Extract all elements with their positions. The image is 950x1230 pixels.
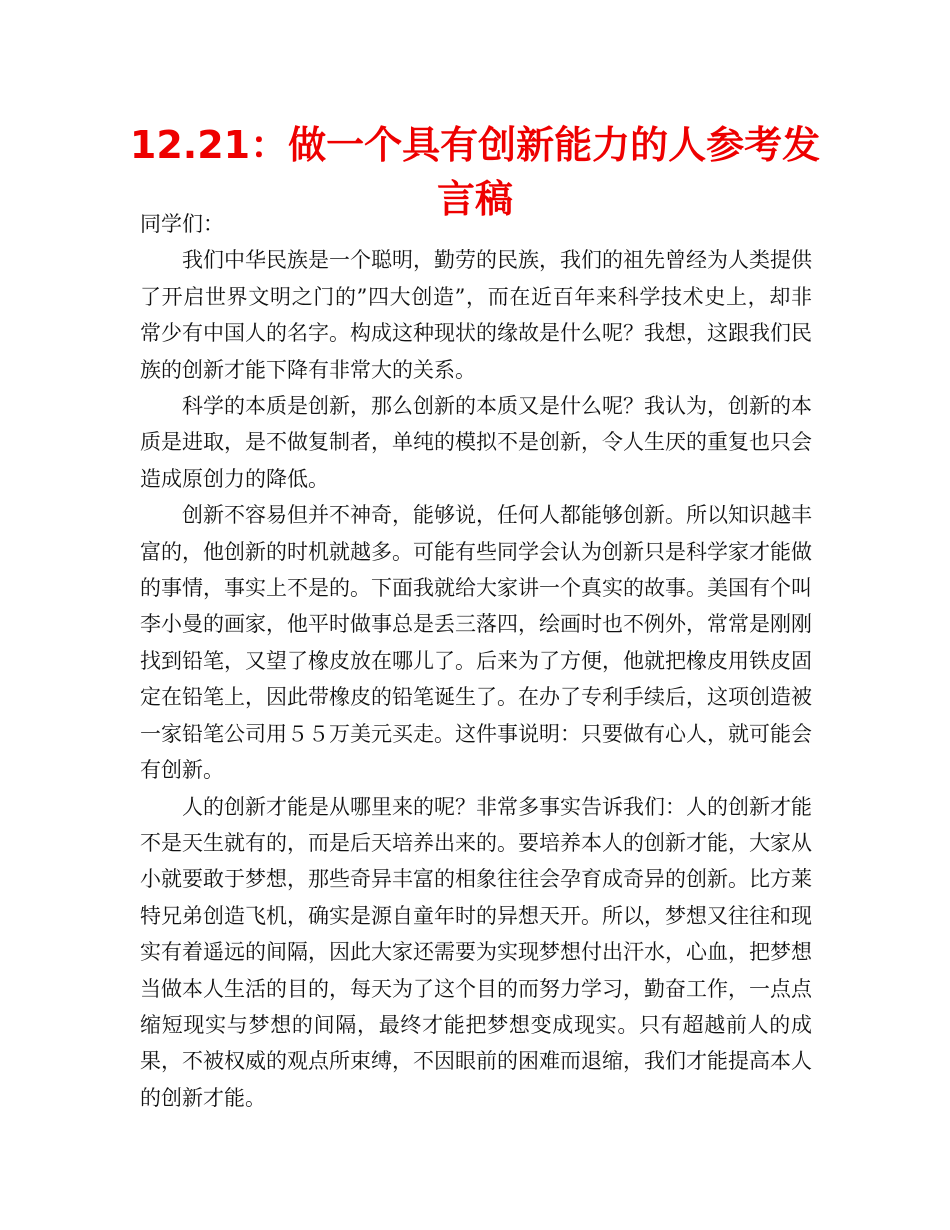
document-title: 12.21：做一个具有创新能力的人参考发言稿 [129,123,821,221]
document-body [140,206,812,1116]
salutation: 同学们： [140,212,224,236]
paragraph-3: 创新不容易但并不神奇，能够说，任何人都能够创新。所以知识越丰富的，他创新的时机就越多。可能有些同学会认为创新只是科学家才能做的事情，事实上不是的。下面我就给大家讲一个真实的故事。美国有个叫李小曼的画家，他平时做事总是丢三落四，绘画时也不例外，常常是刚刚找到铅笔，又望了橡皮放在哪儿了。后来为了方便，他就把橡皮用铁皮固定在铅笔上，因此带橡皮的铅笔诞生了。在办了专利手续后，这项创造被一家铅笔公司用５５万美元买走。这件事说明：只要做有心人，就可能会有创新。 [140,503,812,783]
paragraph-4: 人的创新才能是从哪里来的呢？非常多事实告诉我们：人的创新才能不是天生就有的，而是后天培养出来的。要培养本人的创新才能，大家从小就要敢于梦想，那些奇异丰富的相象往往会孕育成奇异的创新。比方莱特兄弟创造飞机，确实是源自童年时的异想天开。所以，梦想又往往和现实有着遥远的间隔，因此大家还需要为实现梦想付出汗水，心血，把梦想当做本人生活的目的，每天为了这个目的而努力学习，勤奋工作，一点点缩短现实与梦想的间隔，最终才能把梦想变成现实。只有超越前人的成果，不被权威的观点所束缚，不因眼前的困难而退缩，我们才能提高本人的创新才能。 [140,794,812,1110]
paragraph-1: 我们中华民族是一个聪明，勤劳的民族，我们的祖先曾经为人类提供了开启世界文明之门的”四大创造”，而在近百年来科学技术史上，却非常少有中国人的名字。构成这种现状的缘故是什么呢？我想，这跟我们民族的创新才能下降有非常大的关系。 [140,248,812,382]
paragraph-2: 科学的本质是创新，那么创新的本质又是什么呢？我认为，创新的本质是进取，是不做复制者，单纯的模拟不是创新，令人生厌的重复也只会造成原创力的降低。 [140,394,812,491]
